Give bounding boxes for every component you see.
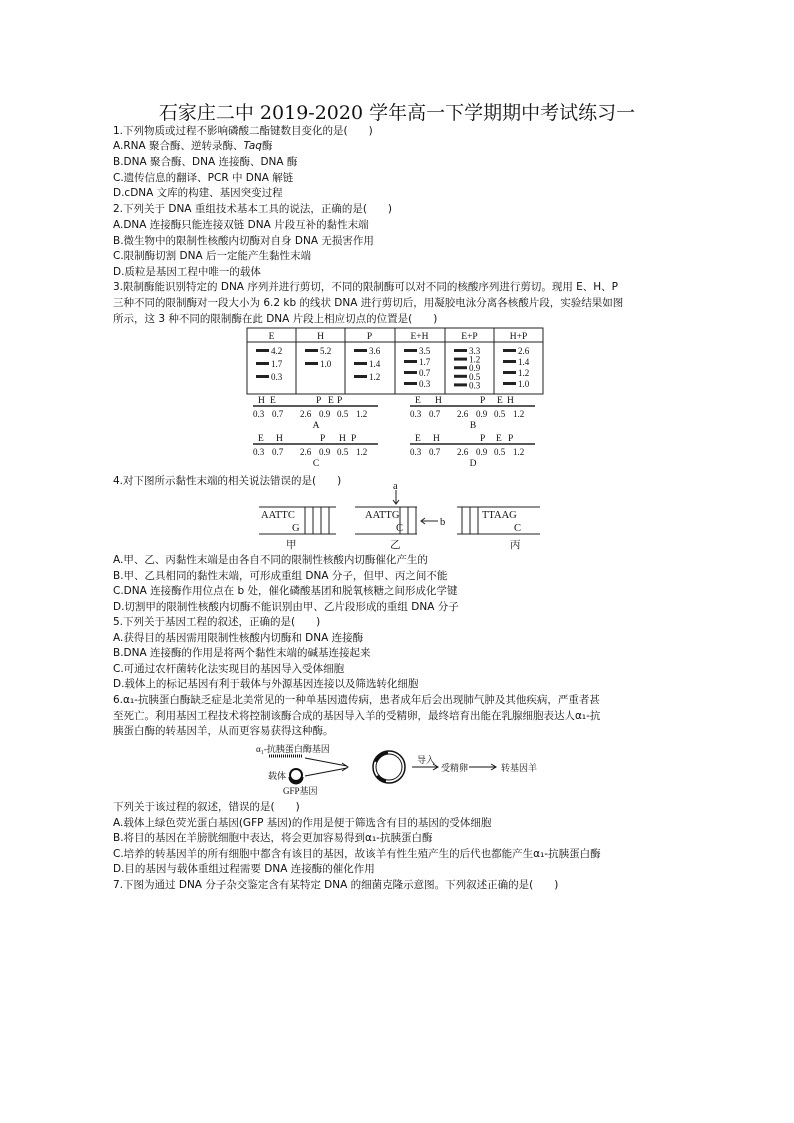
gel-band-size: 1.2 bbox=[518, 368, 530, 378]
gel-band-size: 5.2 bbox=[320, 346, 332, 356]
map-fragment-length: 2.6 bbox=[300, 447, 312, 457]
q2-stem: 2.下列关于 DNA 重组技术基本工具的说法，正确的是( ) bbox=[113, 203, 393, 215]
gel-band-size: 4.2 bbox=[271, 346, 283, 356]
map-site-label: E bbox=[415, 396, 421, 406]
map-site-label: H bbox=[433, 434, 440, 444]
map-fragment-length: 2.6 bbox=[300, 409, 312, 419]
vector-label: 载体 bbox=[268, 771, 287, 781]
gel-band-size: 3.5 bbox=[419, 346, 431, 356]
q5-option-a: A.获得目的基因需用限制性核酸内切酶和 DNA 连接酶 bbox=[113, 632, 364, 644]
map-option-label: B bbox=[469, 421, 477, 431]
q7-stem: 7.下图为通过 DNA 分子杂交鉴定含有某特定 DNA 的细菌克隆示意图。下列叙述正确的是( ) bbox=[113, 879, 559, 891]
q3-line-2: 三种不同的限制酶对一段大小为 6.2 kb 的线状 DNA 进行剪切后，用凝胶电泳分离各核酸片段，实验结果如图 bbox=[113, 297, 624, 309]
q2-option-a: A.DNA 连接酶只能连接双链 DNA 片段互补的黏性末端 bbox=[113, 219, 369, 231]
gel-band-size: 1.4 bbox=[518, 357, 530, 367]
map-fragment-length: 0.7 bbox=[272, 447, 284, 457]
map-fragment-length: 0.3 bbox=[410, 409, 422, 419]
caption-yi: 乙 bbox=[390, 540, 401, 551]
q3-line-1: 3.限制酶能识别特定的 DNA 序列并进行剪切，不同的限制酶可以对不同的核酸序列进行剪切。现用 E、H、P bbox=[113, 281, 619, 293]
q3-line-3: 所示，这 3 种不同的限制酶在此 DNA 片段上相应切点的位置是( ) bbox=[113, 313, 438, 325]
arrow-label-b: b bbox=[440, 517, 446, 528]
map-fragment-length: 0.5 bbox=[494, 409, 506, 419]
gel-header-1: H bbox=[317, 332, 324, 342]
gel-band-size: 0.3 bbox=[271, 372, 283, 382]
gel-band-size: 1.0 bbox=[518, 379, 530, 389]
map-fragment-length: 1.2 bbox=[513, 447, 525, 457]
import-label: 导入 bbox=[417, 755, 436, 765]
q1-option-c: C.遗传信息的翻译、PCR 中 DNA 解链 bbox=[113, 172, 294, 184]
arrow-label-a: a bbox=[393, 481, 398, 492]
yi-top-seq: AATTG bbox=[365, 510, 400, 521]
q4-option-b: B.甲、乙具相同的黏性末端，可形成重组 DNA 分子，但甲、丙之间不能 bbox=[113, 570, 448, 582]
gel-band-size: 1.0 bbox=[320, 359, 332, 369]
map-site-label: P bbox=[337, 396, 343, 406]
q5-option-c: C.可通过农杆菌转化法实现目的基因导入受体细胞 bbox=[113, 663, 345, 675]
q1-option-d: D.cDNA 文库的构建、基因突变过程 bbox=[113, 187, 283, 199]
map-site-label: P bbox=[480, 434, 486, 444]
q6-line-2: 至死亡。利用基因工程技术将控制该酶合成的基因导入羊的受精卵，最终培育出能在乳腺细胞表达人α₁-抗 bbox=[113, 710, 601, 722]
map-fragment-length: 2.6 bbox=[457, 409, 469, 419]
gel-band-size: 1.2 bbox=[369, 372, 381, 382]
gel-band-size: 0.3 bbox=[469, 380, 481, 391]
jia-top-seq: AATTC bbox=[261, 510, 295, 521]
gel-band-size: 1.7 bbox=[271, 359, 283, 369]
q4-option-a: A.甲、乙、丙黏性末端是由各自不同的限制性核酸内切酶催化产生的 bbox=[113, 554, 428, 566]
bing-bottom-seq: C bbox=[514, 523, 522, 534]
gel-header-3: E+H bbox=[410, 332, 429, 342]
map-fragment-length: 0.7 bbox=[272, 409, 284, 419]
map-fragment-length: 0.5 bbox=[494, 447, 506, 457]
map-option-label: D bbox=[469, 459, 477, 469]
map-fragment-length: 2.6 bbox=[457, 447, 469, 457]
map-fragment-length: 1.2 bbox=[356, 447, 368, 457]
q1-a-pre: A.RNA 聚合酶、逆转录酶、 bbox=[113, 140, 244, 152]
q6-question: 下列关于该过程的叙述，错误的是( ) bbox=[113, 801, 300, 813]
q1-a-taq: Taq bbox=[243, 140, 262, 152]
q4-stem: 4.对下图所示黏性末端的相关说法错误的是( ) bbox=[113, 475, 342, 487]
map-fragment-length: 0.5 bbox=[337, 447, 349, 457]
q1-option-b: B.DNA 聚合酶、DNA 连接酶、DNA 酶 bbox=[113, 156, 298, 168]
map-site-label: H bbox=[507, 396, 514, 406]
map-site-label: E bbox=[258, 434, 264, 444]
gel-band-size: 3.3 bbox=[469, 346, 481, 356]
map-fragment-length: 0.3 bbox=[410, 447, 422, 457]
map-fragment-length: 0.3 bbox=[253, 447, 265, 457]
q6-option-b: B.将目的基因在羊膀胱细胞中表达，将会更加容易得到α₁-抗胰蛋白酶 bbox=[113, 832, 433, 844]
map-fragment-length: 1.2 bbox=[356, 409, 368, 419]
q1-stem: 1.下列物质或过程不影响磷酸二酯键数目变化的是( ) bbox=[113, 125, 373, 137]
q6-line-3: 胰蛋白酶的转基因羊，从而更容易获得这种酶。 bbox=[113, 725, 334, 737]
q2-option-c: C.限制酶切割 DNA 后一定能产生黏性末端 bbox=[113, 250, 311, 262]
gel-band-size: 1.7 bbox=[419, 357, 431, 367]
gel-band-size: 1.2 bbox=[469, 354, 481, 365]
q5-option-d: D.载体上的标记基因有利于载体与外源基因连接以及筛选转化细胞 bbox=[113, 678, 419, 690]
egg-label: 受精卵 bbox=[441, 763, 469, 773]
map-site-label: E bbox=[415, 434, 421, 444]
q2-option-d: D.质粒是基因工程中唯一的载体 bbox=[113, 266, 261, 278]
map-fragment-length: 0.7 bbox=[429, 409, 441, 419]
map-fragment-length: 0.9 bbox=[319, 409, 331, 419]
map-fragment-length: 0.9 bbox=[476, 409, 488, 419]
gel-header-0: E bbox=[268, 332, 275, 342]
gel-header-2: P bbox=[366, 332, 373, 342]
map-fragment-length: 0.3 bbox=[253, 409, 265, 419]
gel-header-5: H+P bbox=[509, 332, 528, 342]
map-site-label: P bbox=[351, 434, 357, 444]
map-site-label: H bbox=[258, 396, 265, 406]
q2-option-b: B.微生物中的限制性核酸内切酶对自身 DNA 无损害作用 bbox=[113, 235, 374, 247]
q1-a-post: 酶 bbox=[261, 140, 273, 152]
gel-band-size: 0.7 bbox=[419, 368, 431, 378]
q6-line-1: 6.α₁-抗胰蛋白酶缺乏症是北美常见的一种单基因遗传病，患者成年后会出现肺气肿及其他疾病，严重者甚 bbox=[113, 694, 600, 706]
q4-option-c: C.DNA 连接酶作用位点在 b 处，催化磷酸基团和脱氧核糖之间形成化学键 bbox=[113, 585, 458, 597]
map-site-label: E bbox=[328, 396, 334, 406]
q6-option-d: D.目的基因与载体重组过程需要 DNA 连接酶的催化作用 bbox=[113, 863, 375, 875]
sheep-label: 转基因羊 bbox=[501, 763, 538, 773]
map-site-label: E bbox=[496, 434, 502, 444]
map-fragment-length: 0.9 bbox=[319, 447, 331, 457]
map-fragment-length: 0.9 bbox=[476, 447, 488, 457]
map-site-label: P bbox=[480, 396, 486, 406]
q5-option-b: B.DNA 连接酶的作用是将两个黏性末端的碱基连接起来 bbox=[113, 647, 371, 659]
caption-jia: 甲 bbox=[286, 540, 297, 551]
map-site-label: H bbox=[339, 434, 346, 444]
gel-band-size: 3.6 bbox=[369, 346, 381, 356]
gel-band-size: 2.6 bbox=[518, 346, 530, 356]
gel-band-size: 0.3 bbox=[419, 379, 431, 389]
bing-top-seq: TTAAG bbox=[482, 510, 517, 521]
map-fragment-length: 0.7 bbox=[429, 447, 441, 457]
gel-band-size: 0.9 bbox=[469, 363, 481, 374]
q6-option-c: C.培养的转基因羊的所有细胞中都含有该目的基因，故该羊有性生殖产生的后代也都能产生α₁-抗胰蛋白酶 bbox=[113, 848, 601, 860]
q5-stem: 5.下列关于基因工程的叙述，正确的是( ) bbox=[113, 616, 321, 628]
gel-band-size: 0.5 bbox=[469, 371, 481, 382]
jia-bottom-seq: G bbox=[292, 523, 300, 534]
map-site-label: P bbox=[320, 434, 326, 444]
map-site-label: P bbox=[508, 434, 514, 444]
gfp-label: GFP基因 bbox=[283, 786, 318, 796]
gel-band-size: 1.4 bbox=[369, 359, 381, 369]
map-site-label: H bbox=[435, 396, 442, 406]
map-site-label: P bbox=[316, 396, 322, 406]
map-site-label: H bbox=[276, 434, 283, 444]
map-option-label: A bbox=[312, 421, 320, 431]
gel-header-4: E+P bbox=[461, 332, 478, 342]
caption-bing: 丙 bbox=[510, 540, 521, 551]
map-option-label: C bbox=[312, 459, 320, 469]
map-site-label: E bbox=[270, 396, 276, 406]
map-fragment-length: 1.2 bbox=[513, 409, 525, 419]
map-fragment-length: 0.5 bbox=[337, 409, 349, 419]
yi-bottom-seq: C bbox=[396, 523, 404, 534]
gene-label: α₁-抗胰蛋白酶基因 bbox=[256, 744, 330, 754]
page-title: 石家庄二中 2019-2020 学年高一下学期期中考试练习一 bbox=[158, 102, 636, 124]
q4-option-d: D.切割甲的限制性核酸内切酶不能识别由甲、乙片段形成的重组 DNA 分子 bbox=[113, 601, 459, 613]
q6-option-a: A.载体上绿色荧光蛋白基因(GFP 基因)的作用是便于筛选含有目的基因的受体细胞 bbox=[113, 817, 492, 829]
map-site-label: E bbox=[497, 396, 503, 406]
